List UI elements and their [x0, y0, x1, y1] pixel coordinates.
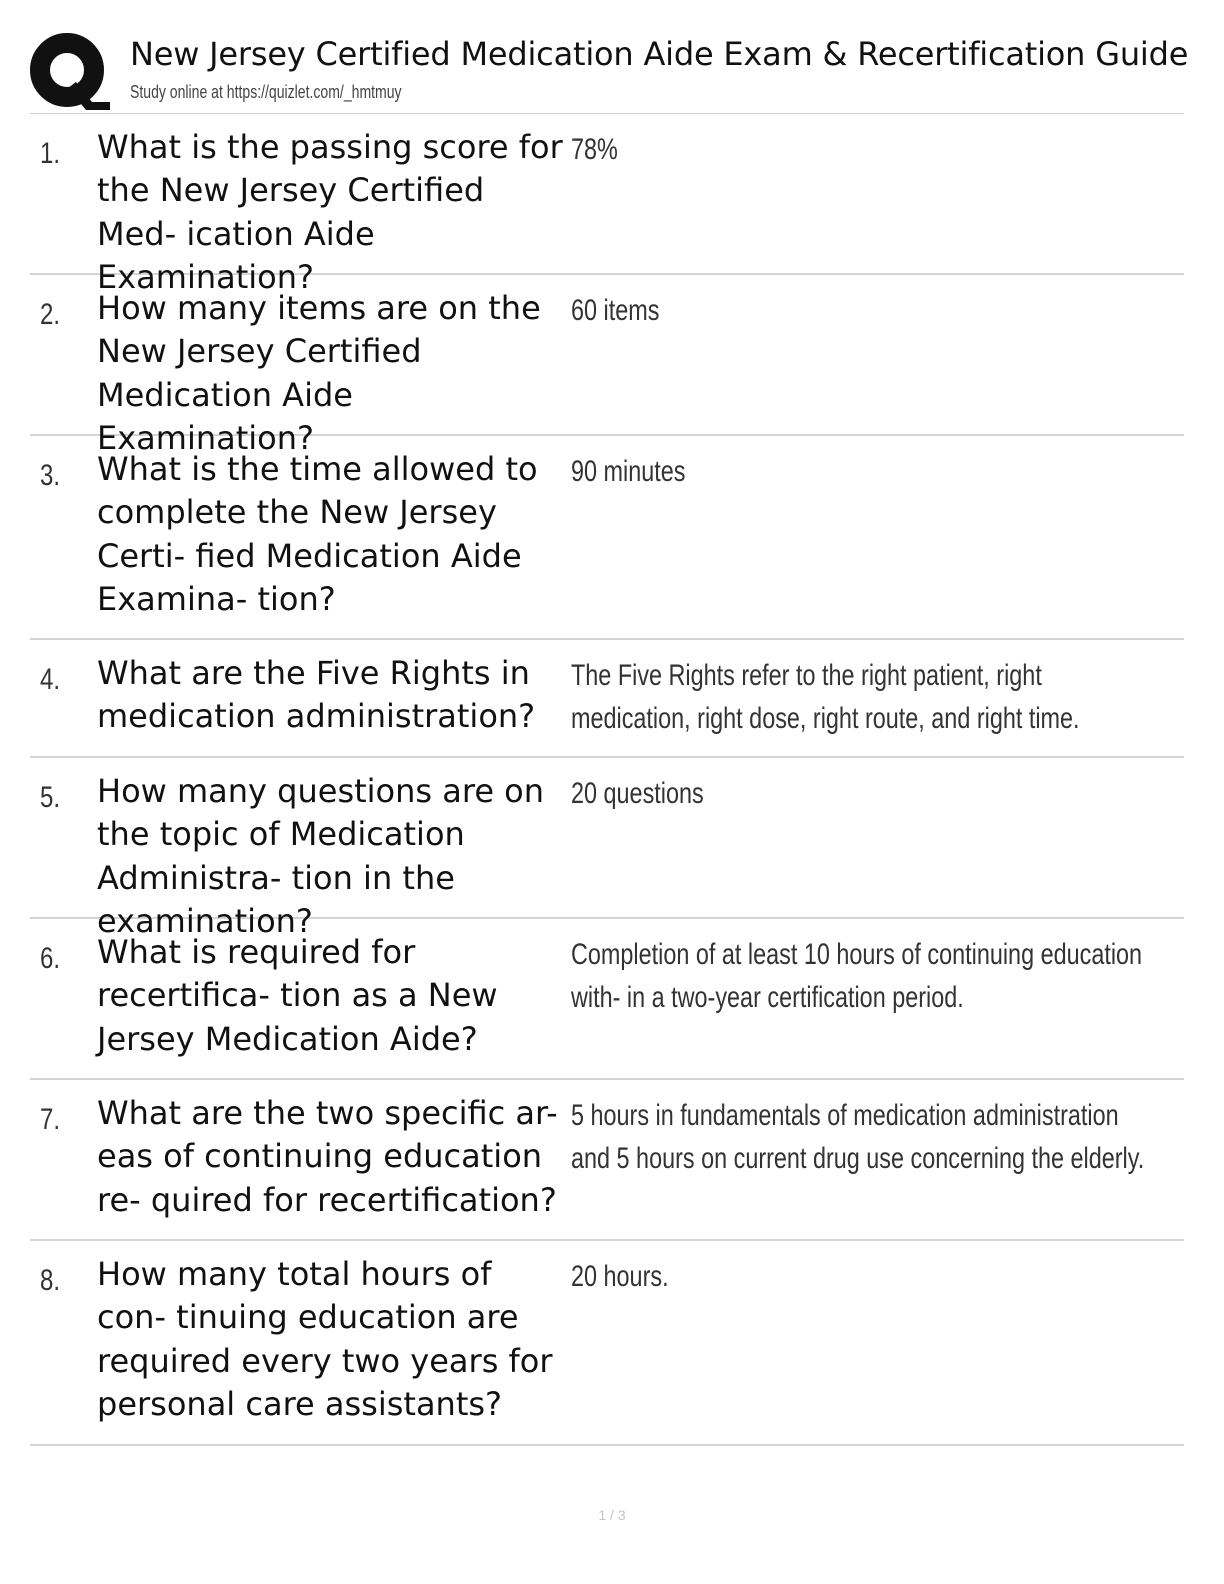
flashcard-row: [30, 919, 1184, 1080]
card-term: How many items are on the New Jersey Certified Medication Aide Examination?: [97, 289, 541, 457]
card-definition: 60 items: [571, 294, 660, 327]
flashcard-row: [30, 640, 1184, 758]
flashcard-row: [30, 1241, 1184, 1446]
card-definition: 78%: [571, 133, 618, 166]
flashcard-row: [30, 275, 1184, 457]
card-definition: The Five Rights refer to the right patient, right medication, right dose, right route, and right time.: [571, 659, 1080, 736]
card-term: How many questions are on the topic of Medication Administra- tion in the examination?: [97, 772, 545, 940]
document-header: [30, 28, 1189, 112]
study-online-link[interactable]: Study online at https://quizlet.com/_hmtmuy: [130, 82, 402, 102]
card-term: What are the Five Rights in medication administration?: [97, 654, 536, 736]
card-number: 6.: [40, 942, 61, 975]
flashcard-row: [30, 436, 1184, 640]
card-number: 7.: [40, 1103, 61, 1136]
card-number: 2.: [40, 298, 61, 331]
page-indicator: 1 / 3: [598, 1507, 626, 1523]
flashcard-row: [30, 1080, 1184, 1241]
card-term: What is required for recertifica- tion as a New Jersey Medication Aide?: [97, 933, 498, 1058]
card-number: 4.: [40, 663, 61, 696]
flashcard-row: [30, 758, 1184, 940]
card-definition: 5 hours in fundamentals of medication administration and 5 hours on current drug use concerning the elderly.: [571, 1099, 1145, 1176]
card-number: 8.: [40, 1264, 61, 1297]
card-definition: 90 minutes: [571, 455, 686, 488]
card-number: 1.: [40, 137, 61, 170]
card-term: What is the time allowed to complete the New Jersey Certi- fied Medication Aide Examina- tion?: [97, 450, 538, 618]
card-definition: Completion of at least 10 hours of continuing education with- in a two-year certification period.: [571, 938, 1143, 1015]
card-term: How many total hours of con- tinuing education are required every two years for personal care assistants?: [97, 1255, 553, 1423]
card-term: What is the passing score for the New Jersey Certified Med- ication Aide Examination?: [97, 128, 563, 296]
quizlet-logo-icon: [30, 32, 110, 112]
document-title: New Jersey Certified Medication Aide Exam & Recertification Guide: [130, 35, 1189, 73]
card-number: 5.: [40, 781, 61, 814]
card-number: 3.: [40, 459, 61, 492]
card-term: What are the two specific ar- eas of continuing education re- quired for recertification?: [97, 1094, 558, 1219]
flashcard-row: [30, 114, 1184, 296]
card-definition: 20 questions: [571, 777, 704, 810]
card-definition: 20 hours.: [571, 1260, 669, 1293]
flashcard-list: [30, 114, 1184, 1446]
